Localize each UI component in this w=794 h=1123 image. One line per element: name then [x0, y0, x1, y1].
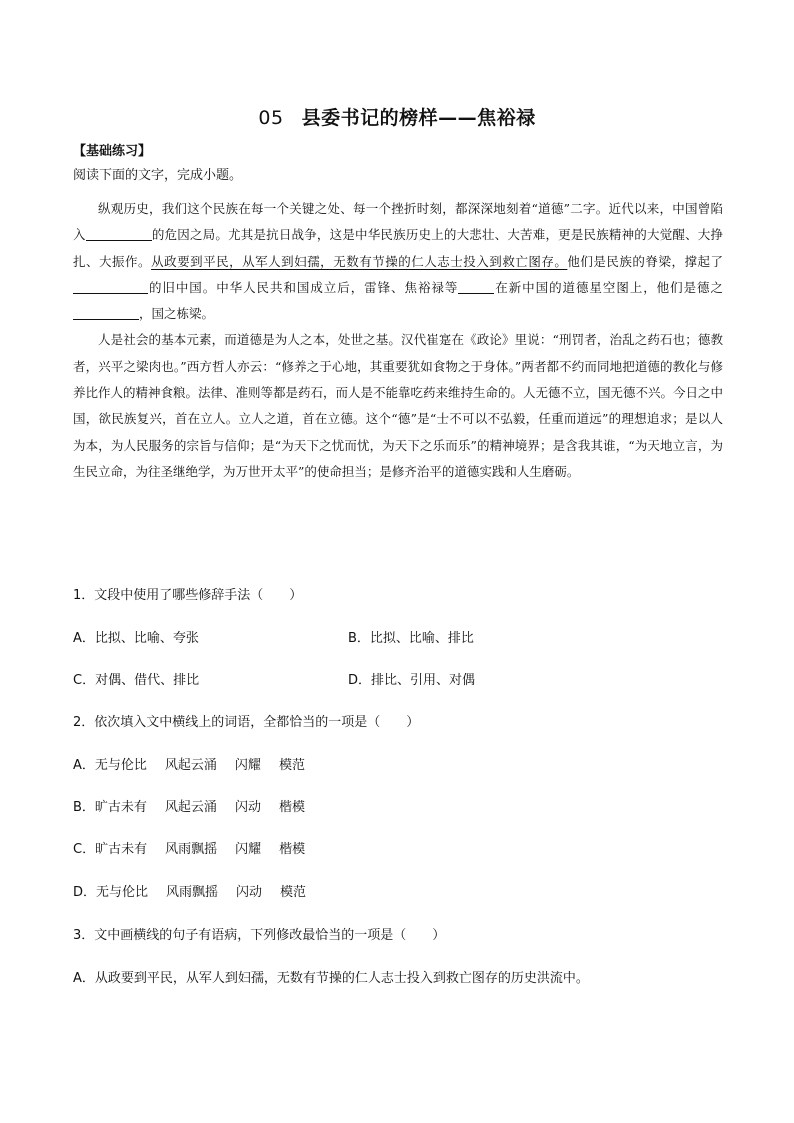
- question-2-stem: 2．依次填入文中横线上的词语，全都恰当的一项是（ ）: [73, 715, 420, 730]
- lesson-number: 05: [258, 107, 284, 129]
- page-title: [0, 103, 794, 130]
- question-3-stem: 3．文中画横线的句子有语病，下列修改最恰当的一项是（ ）: [73, 928, 446, 943]
- q2-option-b[interactable]: B．旷古未有 风起云涌 闪动 楷模: [73, 800, 305, 815]
- fill-blank-1: [86, 226, 152, 241]
- q3-option-a[interactable]: A．从政要到平民，从军人到妇孺，无数有节操的仁人志士投入到救亡图存的历史洪流中。: [73, 971, 589, 986]
- underlined-sentence: 从政要到平民，从军人到妇孺，无数有节操的仁人志士投入到救亡图存。: [151, 253, 568, 269]
- lesson-title: 县委书记的榜样——焦裕禄: [301, 107, 536, 129]
- q2-option-c[interactable]: C．旷古未有 风雨飘摇 闪耀 楷模: [73, 842, 306, 857]
- q1-option-b[interactable]: B．比拟、比喻、排比: [348, 631, 474, 646]
- q1-option-c[interactable]: C．对偶、借代、排比: [73, 673, 200, 688]
- q1-option-a[interactable]: A．比拟、比喻、夸张: [73, 631, 199, 646]
- section-label: 【基础练习】: [73, 144, 152, 159]
- question-1-stem: 1．文段中使用了哪些修辞手法（ ）: [73, 588, 303, 603]
- fill-blank-3: [458, 279, 494, 294]
- reading-passage: [73, 196, 723, 485]
- passage-paragraph-2: 人是社会的基本元素，而道德是为人之本，处世之基。汉代崔寔在《政论》里说：“刑罚者，治乱之药石也；德教者，兴平之梁肉也。”西方哲人亦云：“修养之于心地，其重要犹如食物之于身体。”两者都不约而同地把道德的教化与修养比作人的精神食粮。法律、准则等都是药石，而人是不能靠吃药来维持生命的。人无德不立，国无德不兴。今日之中国，欲民族复兴，首在立人。立人之道，首在立德。这个“德”是“士不可以不弘毅，任重而道远”的理想追求；是以人为本，为人民服务的宗旨与信仰；是“为天下之忧而忧，为天下之乐而乐”的精神境界；是含我其谁，“为天地立言，为生民立命，为往圣继绝学，为万世开太平”的使命担当；是修齐治平的道德实践和人生磨砺。: [73, 332, 724, 479]
- q2-option-d[interactable]: D．无与伦比 风雨飘摇 闪动 模范: [73, 885, 307, 900]
- instruction-text: 阅读下面的文字，完成小题。: [73, 168, 243, 183]
- q1-option-d[interactable]: D．排比、引用、对偶: [348, 673, 476, 688]
- fill-blank-2: [73, 279, 148, 294]
- q2-option-a[interactable]: A．无与伦比 风起云涌 闪耀 模范: [73, 758, 305, 773]
- passage-paragraph-1: 纵观历史，我们这个民族在每一个关键之处、每一个挫折时刻，都深深地刻着“道德”二字。近代以来，中国曾陷入 的危因之局。尤其是抗日战争，这是中华民族历史上的大悲壮、大苦难，更是民族精神的大觉醒、大挣扎、大振作。从政要到平民，从军人到妇孺，无数有节操的仁人志士投入到救亡图存。他们是民族的脊梁，撑起了的旧中国。中华人民共和国成立后，雷锋、焦裕禄等 在新中国的道德星空图上，他们是德之，国之栋梁。: [73, 201, 723, 322]
- fill-blank-4: [73, 305, 139, 320]
